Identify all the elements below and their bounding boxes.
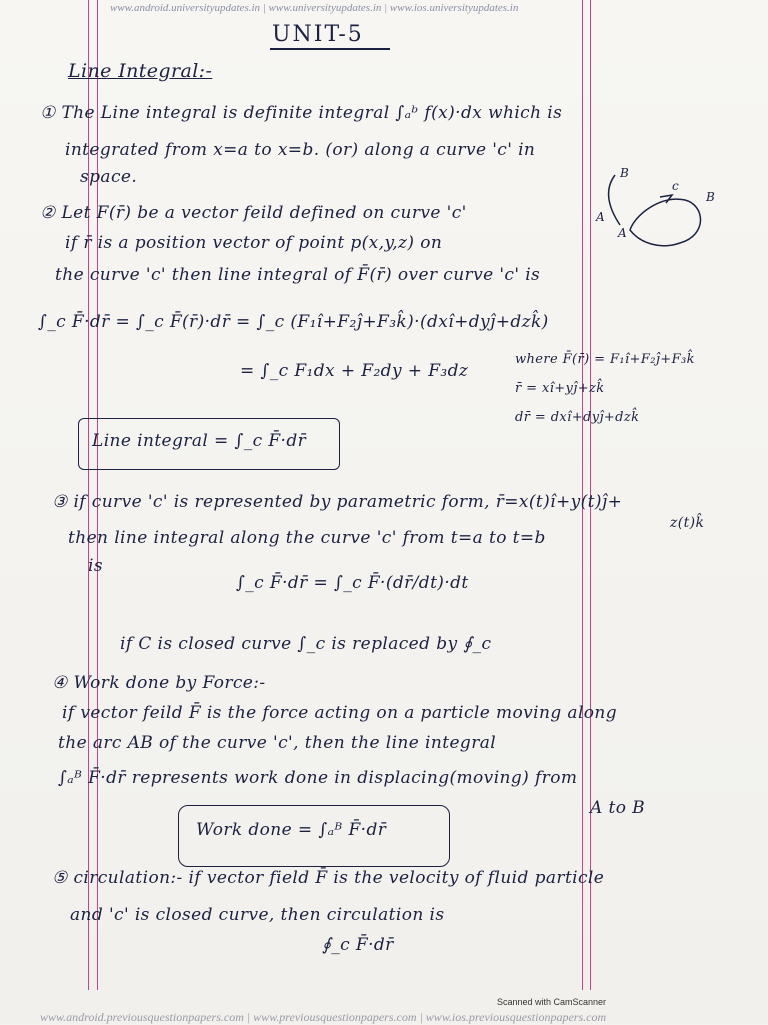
- equation-circulation: ∮_c F̄·dr̄: [322, 935, 394, 955]
- circulation-line: ⑤ circulation:- if vector field F̄ is the velocity of fluid particle: [52, 868, 605, 888]
- footer-watermark: www.android.previousquestionpapers.com | www.previousquestionpapers.com | www.ios.previousquestionpapers.com: [40, 1010, 607, 1024]
- work-done-box-text: Work done = ∫ₐᴮ F̄·dr̄: [196, 820, 387, 840]
- note-line-20: and 'c' is closed curve, then circulation is: [70, 905, 445, 925]
- where-r: r̄ = xî+yĵ+zk̂: [515, 381, 605, 396]
- title-underline: [270, 48, 390, 50]
- note-line-1: ① The Line integral is definite integral ∫ₐᵇ f(x)·dx which is: [40, 103, 563, 123]
- note-line-13: if C is closed curve ∫_c is replaced by ∮_c: [120, 634, 492, 654]
- sketch-label-b-right: B: [706, 190, 715, 204]
- note-line-10: then line integral along the curve 'c' from t=a to t=b: [68, 528, 546, 548]
- section-heading: Line Integral:-: [68, 60, 213, 82]
- note-line-2: integrated from x=a to x=b. (or) along a curve 'c' in: [65, 140, 536, 160]
- note-line-6: the curve 'c' then line integral of F̄(r̄) over curve 'c' is: [55, 265, 541, 285]
- sketch-label-c: c: [672, 179, 679, 193]
- note-line-9: ③ if curve 'c' is represented by parametric form, r̄=x(t)î+y(t)ĵ+: [52, 492, 623, 512]
- sketch-label-b-top: B: [620, 166, 629, 180]
- note-line-16: the arc AB of the curve 'c', then the line integral: [58, 733, 497, 753]
- equation-expanded: = ∫_c F₁dx + F₂dy + F₃dz: [240, 361, 469, 381]
- note-line-17: ∫ₐᴮ F̄·dr̄ represents work done in displacing(moving) from: [58, 768, 578, 788]
- note-line-15: if vector feild F̄ is the force acting on a particle moving along: [62, 703, 618, 723]
- work-done-heading: ④ Work done by Force:-: [52, 673, 266, 693]
- camscanner-label: Scanned with CamScanner: [497, 997, 607, 1007]
- sketch-label-a-bottom: A: [618, 226, 627, 240]
- sketch-label-a-top: A: [596, 210, 605, 224]
- note-line-11: is: [88, 556, 103, 576]
- header-watermark: www.android.universityupdates.in | www.universityupdates.in | www.ios.universityupdates.in: [110, 2, 519, 14]
- note-line-18: A to B: [590, 798, 646, 818]
- note-line-9b: z(t)k̂: [670, 515, 705, 531]
- line-integral-box-text: Line integral = ∫_c F̄·dr̄: [92, 431, 307, 451]
- where-f: where F̄(r̄) = F₁î+F₂ĵ+F₃k̂: [515, 352, 695, 367]
- note-line-5: if r̄ is a position vector of point p(x,y,z) on: [65, 233, 443, 253]
- curve-sketch: [590, 165, 730, 255]
- page-title: UNIT-5: [272, 22, 364, 47]
- where-dr: dr̄ = dxî+dyĵ+dzk̂: [515, 410, 640, 425]
- note-line-4: ② Let F(r̄) be a vector feild defined on curve 'c': [40, 203, 467, 223]
- equation-line-integral: ∫_c F̄·dr̄ = ∫_c F̄(r̄)·dr̄ = ∫_c (F₁î+F₂ĵ+F₃k̂)·(dxî+dyĵ+dzk̂): [38, 312, 549, 332]
- note-line-3: space.: [80, 167, 138, 187]
- equation-parametric: ∫_c F̄·dr̄ = ∫_c F̄·(dr̄/dt)·dt: [236, 573, 469, 593]
